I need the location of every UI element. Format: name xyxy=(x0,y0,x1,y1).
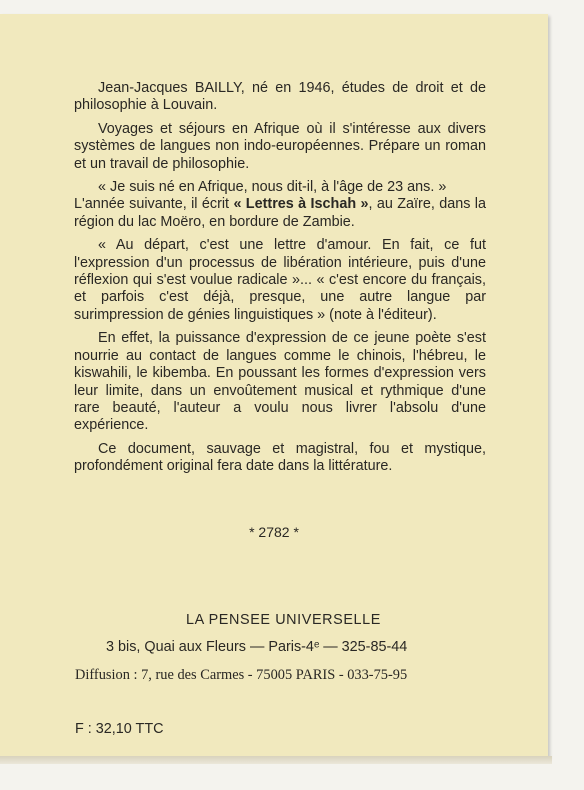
bio-paragraph-1: Jean-Jacques BAILLY, né en 1946, études de droit et de philosophie à Louvain. xyxy=(74,80,486,114)
cover-bottom-edge xyxy=(0,756,552,764)
bio-paragraph-2: Voyages et séjours en Afrique où il s'intéresse aux divers systèmes de langues non indo-européennes. Prépare un roman et un travail de philosophie. xyxy=(74,120,486,172)
letters-text-before: L'année suivante, il écrit xyxy=(74,196,234,213)
book-title: « Lettres à Ischah » xyxy=(233,196,369,213)
letters-text-after: , au Zaïre, dans la région du lac Moëro, en bordure de Zambie. xyxy=(74,196,486,230)
closing-paragraph: Ce document, sauvage et magistral, fou et mystique, profondément original fera date dans la littérature. xyxy=(74,440,486,475)
catalog-number: * 2782 * xyxy=(249,524,299,540)
author-quote-paragraph: « Au départ, c'est une lettre d'amour. En fait, ce fut l'expression d'un processus de libération intérieure, puis d'une réflexion qui s'est voulue radicale »... « c'est encore du français, et parfois c'est déjà, presque, une autre langue par surimpression de génies linguistiques » (note à l'éditeur). xyxy=(74,237,486,323)
distribution-address: Diffusion : 7, rue des Carmes - 75005 PARIS - 033-75-95 xyxy=(75,667,408,683)
book-back-cover xyxy=(0,14,548,758)
blurb-text xyxy=(74,80,486,482)
price-label: F : 32,10 TTC xyxy=(75,721,164,737)
letters-paragraph xyxy=(74,196,486,231)
publisher-address: 3 bis, Quai aux Fleurs — Paris-4ᵉ — 325-85-44 xyxy=(106,639,408,655)
influence-paragraph: En effet, la puissance d'expression de ce jeune poète s'est nourrie au contact de langues comme le chinois, l'hébreu, le kiswahili, le kibemba. En poussant les formes d'expression vers leur limite, dans un envoûtement musical et rythmique d'une rare beauté, l'auteur a voulu nous livrer l'absolu d'une expérience. xyxy=(74,330,486,434)
publisher-name: LA PENSEE UNIVERSELLE xyxy=(186,612,381,628)
quote-paragraph: « Je suis né en Afrique, nous dit-il, à l'âge de 23 ans. » xyxy=(98,179,447,196)
